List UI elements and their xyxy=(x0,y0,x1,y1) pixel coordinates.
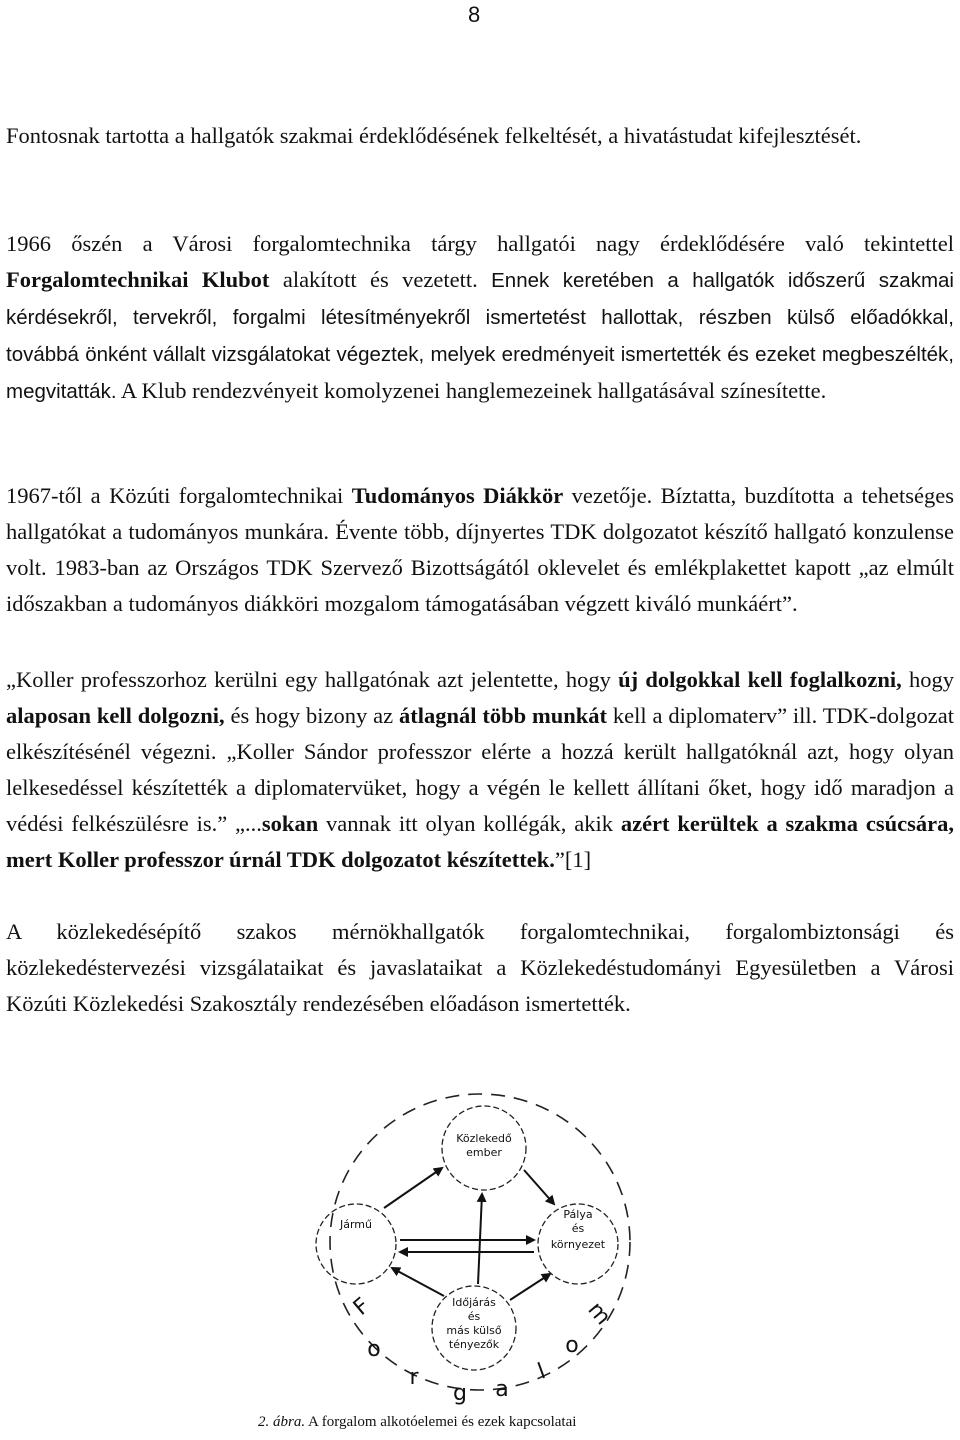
p4-b: új dolgokkal kell foglalkozni, xyxy=(618,667,902,692)
p3-c: vezetője. Bíztatta, buzdította a tehetséges hallgatókat a tudományos munkára. Évente több, díjnyertes TDK dolgozatot készítő hallgató konzulense volt. 1983-ban az Országos TDK Szervező Bizottságától oklevelet és emlékplakettet kapott „az elmúlt időszakban a tudományos diákköri mozgalom támogatásában végzett kiváló munkáért”. xyxy=(6,483,954,616)
p4-a: „Koller professzorhoz kerülni egy hallgatónak azt jelentette, hogy xyxy=(6,667,619,692)
paragraph-2 xyxy=(6,226,954,410)
paragraph-1-text: Fontosnak tartotta a hallgatók szakmai érdeklődésének felkeltését, a hivatástudat kifejlesztését. xyxy=(6,123,862,148)
p4-g: kell a diplomaterv” ill. TDK-dolgozat elkészítésénél végezni. „Koller Sándor professzor elérte a hozzá került hallgatóknál azt, hogy olyan lelkesedéssel készítették a diplomatervüket, hogy a végén le kellett állítani őket, hogy idő maradjon a védési felkészülésre is.” „... xyxy=(6,703,954,836)
node-bottom-line-3: más külső xyxy=(446,1324,502,1337)
figure-caption xyxy=(258,1414,678,1431)
ring-letter-8: m xyxy=(582,1297,616,1331)
ring-letter-3: r xyxy=(409,1365,419,1390)
ring-letter-4: g xyxy=(453,1381,467,1406)
paragraph-1 xyxy=(6,118,954,154)
p2-c: alakított és vezetett. xyxy=(269,267,492,292)
traffic-components-diagram xyxy=(296,1078,664,1408)
p4-e: és hogy bizony az xyxy=(224,703,399,728)
ring-letter-2: o xyxy=(367,1337,381,1362)
page-number: 8 xyxy=(468,2,481,27)
node-right-line-3: környezet xyxy=(550,1238,606,1251)
node-left-line-1: Jármű xyxy=(339,1218,373,1231)
p4-h: sokan xyxy=(261,811,319,836)
arrow-bottom-to-left xyxy=(392,1268,444,1296)
p3-tdk: Tudományos Diákkör xyxy=(351,483,564,508)
arrow-top-to-right xyxy=(524,1170,554,1204)
arrow-bottom-to-right xyxy=(510,1274,550,1300)
ring-letter-7: o xyxy=(565,1333,579,1358)
p2-klub: Forgalomtechnikai Klubot xyxy=(6,267,270,292)
p2-d: Ennek keretében a hallgatók időszerű szakmai kérdésekről, tervekről, forgalmi létesítményekről ismertetést hallottak, részben külső előadókkal, továbbá önként vállalt vizsgálatokat végeztek, melyek eredményeit ismertették és ezeket megbeszélték, megvitatták. xyxy=(6,269,954,403)
paragraph-5-text: A közlekedésépítő szakos mérnökhallgatók forgalomtechnikai, forgalombiztonsági és közlekedéstervezési vizsgálataikat és javaslataikat a Közlekedéstudományi Egyesületben a Városi Közúti Közlekedési Szakosztály rendezésében előadáson ismertették. xyxy=(6,919,954,1016)
paragraph-3 xyxy=(6,478,954,622)
paragraph-4 xyxy=(6,662,954,878)
ring-letter-1: F xyxy=(348,1293,375,1321)
node-left-circle xyxy=(316,1204,396,1284)
p3-a: 1967-től a Közúti forgalomtechnikai xyxy=(6,483,352,508)
figure-caption-text: A forgalom alkotóelemei és ezek kapcsolatai xyxy=(305,1414,577,1430)
p4-k: ”[1] xyxy=(554,847,592,872)
p4-i: vannak itt olyan kollégák, akik xyxy=(318,811,621,836)
paragraph-5 xyxy=(6,914,954,1022)
arrow-left-to-top xyxy=(384,1168,442,1208)
p2-a: 1966 őszén a Városi forgalomtechnika tárgy hallgatói nagy érdeklődésére való tekintettel xyxy=(6,231,954,256)
node-right-line-1: Pálya xyxy=(563,1208,593,1221)
figure-caption-label: 2. ábra. xyxy=(258,1414,306,1430)
p4-j: azért kerültek a szakma csúcsára, mert Koller professzor úrnál TDK dolgozatot készítettek. xyxy=(6,811,954,872)
node-top-line-2: ember xyxy=(466,1146,502,1159)
node-bottom-line-4: tényezők xyxy=(448,1338,500,1351)
node-bottom-line-2: és xyxy=(467,1310,481,1323)
node-right-line-2: és xyxy=(571,1222,585,1235)
ring-letter-6: l xyxy=(534,1359,549,1385)
p4-c: hogy xyxy=(901,667,955,692)
p4-f: átlagnál több munkát xyxy=(398,703,608,728)
ring-letter-5: a xyxy=(495,1377,509,1402)
p4-d: alaposan kell dolgozni, xyxy=(6,703,225,728)
p2-e: A Klub rendezvényeit komolyzenei hanglemezeinek hallgatásával színesítette. xyxy=(116,378,827,403)
node-bottom-line-1: Időjárás xyxy=(452,1296,496,1309)
node-top-line-1: Közlekedő xyxy=(456,1132,512,1145)
